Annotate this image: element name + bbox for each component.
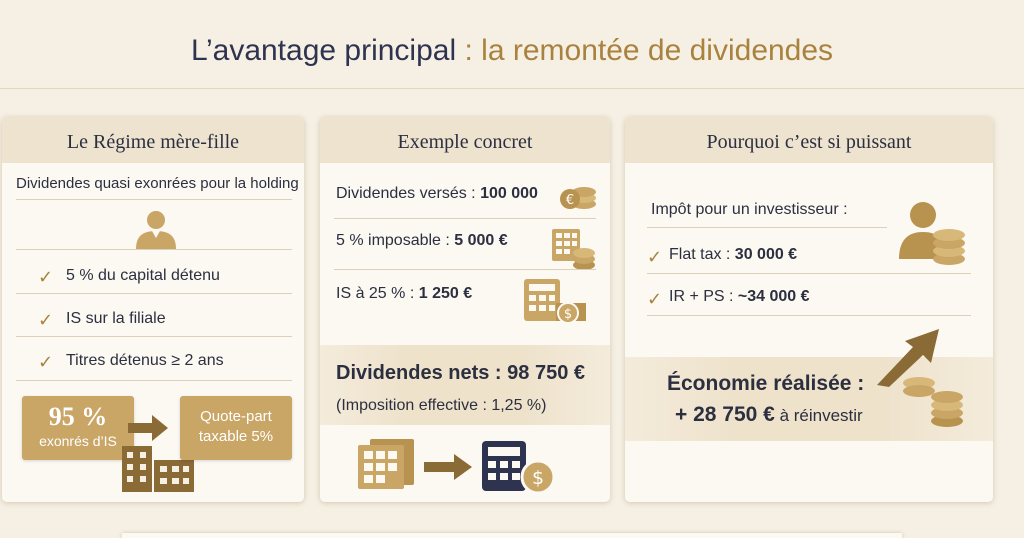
card2-divider bbox=[334, 269, 596, 270]
check-icon: ✓ bbox=[647, 289, 663, 309]
card1-divider bbox=[16, 380, 292, 381]
card-why-powerful bbox=[625, 117, 993, 502]
ir-ps-value: ~34 000 € bbox=[737, 288, 810, 305]
calculator-money-icon bbox=[520, 277, 590, 327]
calculator-coin-icon bbox=[550, 227, 596, 271]
example-row-dividends bbox=[336, 183, 538, 205]
condition-item: 5 % du capital détenu bbox=[66, 267, 220, 284]
taxable-share-line2: taxable 5% bbox=[198, 428, 274, 445]
check-icon: ✓ bbox=[38, 267, 54, 287]
page-title bbox=[0, 26, 1024, 76]
card1-divider bbox=[16, 199, 292, 200]
card3-divider bbox=[647, 227, 887, 228]
card3-heading: Pourquoi c’est si puissant bbox=[625, 117, 993, 163]
investor-tax-intro: Impôt pour un investisseur : bbox=[651, 201, 848, 218]
ir-ps-label: IR + PS : bbox=[669, 288, 738, 305]
example-row-label: 5 % imposable : bbox=[336, 232, 455, 249]
title-divider bbox=[0, 88, 1024, 89]
example-row-taxable bbox=[336, 230, 508, 252]
svg-text:€: € bbox=[565, 193, 575, 208]
condition-item: Titres détenus ≥ 2 ans bbox=[66, 352, 224, 369]
example-row-label: IS à 25 % : bbox=[336, 285, 419, 302]
effective-tax-note: (Imposition effective : 1,25 %) bbox=[336, 397, 547, 414]
card3-divider bbox=[647, 273, 971, 274]
exempt-share-label: exonrés d’IS bbox=[39, 433, 117, 449]
taxable-share-box bbox=[180, 396, 292, 460]
flat-tax-row bbox=[669, 244, 797, 266]
example-row-corporate-tax bbox=[336, 283, 472, 305]
page-title-main: L’avantage principal bbox=[190, 34, 457, 67]
document-grid-icon bbox=[356, 437, 418, 491]
investor-coins-icon bbox=[897, 199, 967, 267]
card1-divider bbox=[16, 336, 292, 337]
check-icon: ✓ bbox=[647, 247, 663, 267]
net-dividends-label: Dividendes nets : 98 750 € bbox=[336, 362, 586, 384]
card1-divider bbox=[16, 293, 292, 294]
calculator-dollar-icon bbox=[480, 439, 562, 497]
page-title-separator: : bbox=[456, 34, 482, 67]
taxable-share-line1: Quote-part bbox=[200, 408, 272, 425]
flat-tax-label: Flat tax : bbox=[669, 246, 735, 263]
savings-title: Économie réalisée : bbox=[667, 372, 865, 395]
coins-icon bbox=[558, 177, 598, 211]
svg-text:$: $ bbox=[563, 307, 573, 322]
card1-heading: Le Régime mère-fille bbox=[2, 117, 304, 163]
exempt-share-value: 95 % bbox=[48, 402, 108, 431]
flat-tax-value: 30 000 € bbox=[734, 246, 798, 263]
example-row-value: 1 250 € bbox=[418, 285, 473, 302]
arrow-right-icon bbox=[128, 413, 168, 443]
check-icon: ✓ bbox=[38, 310, 54, 330]
page-title-sub: la remontée de dividendes bbox=[481, 34, 834, 67]
arrow-right-icon bbox=[424, 453, 472, 481]
exempt-share-box bbox=[22, 396, 134, 460]
card3-divider bbox=[647, 315, 971, 316]
card-parent-subsidiary-regime bbox=[2, 117, 304, 502]
condition-item: IS sur la filiale bbox=[66, 310, 166, 327]
card-concrete-example bbox=[320, 117, 610, 502]
next-section-strip bbox=[122, 533, 902, 538]
example-row-label: Dividendes versés : bbox=[336, 185, 481, 202]
person-icon bbox=[134, 207, 178, 251]
savings-suffix: à réinvestir bbox=[774, 406, 863, 425]
check-icon: ✓ bbox=[38, 352, 54, 372]
coin-stack-icon bbox=[897, 369, 969, 427]
example-row-value: 100 000 bbox=[480, 185, 538, 202]
card2-divider bbox=[334, 218, 596, 219]
savings-amount: + 28 750 € bbox=[675, 403, 775, 426]
ir-ps-row bbox=[669, 286, 810, 308]
svg-text:$: $ bbox=[531, 467, 545, 489]
example-row-value: 5 000 € bbox=[454, 232, 508, 249]
card2-heading: Exemple concret bbox=[320, 117, 610, 163]
savings-amount-row bbox=[675, 401, 863, 430]
card1-subtitle: Dividendes quasi exonrées pour la holding bbox=[16, 175, 299, 192]
card1-divider bbox=[16, 249, 292, 250]
